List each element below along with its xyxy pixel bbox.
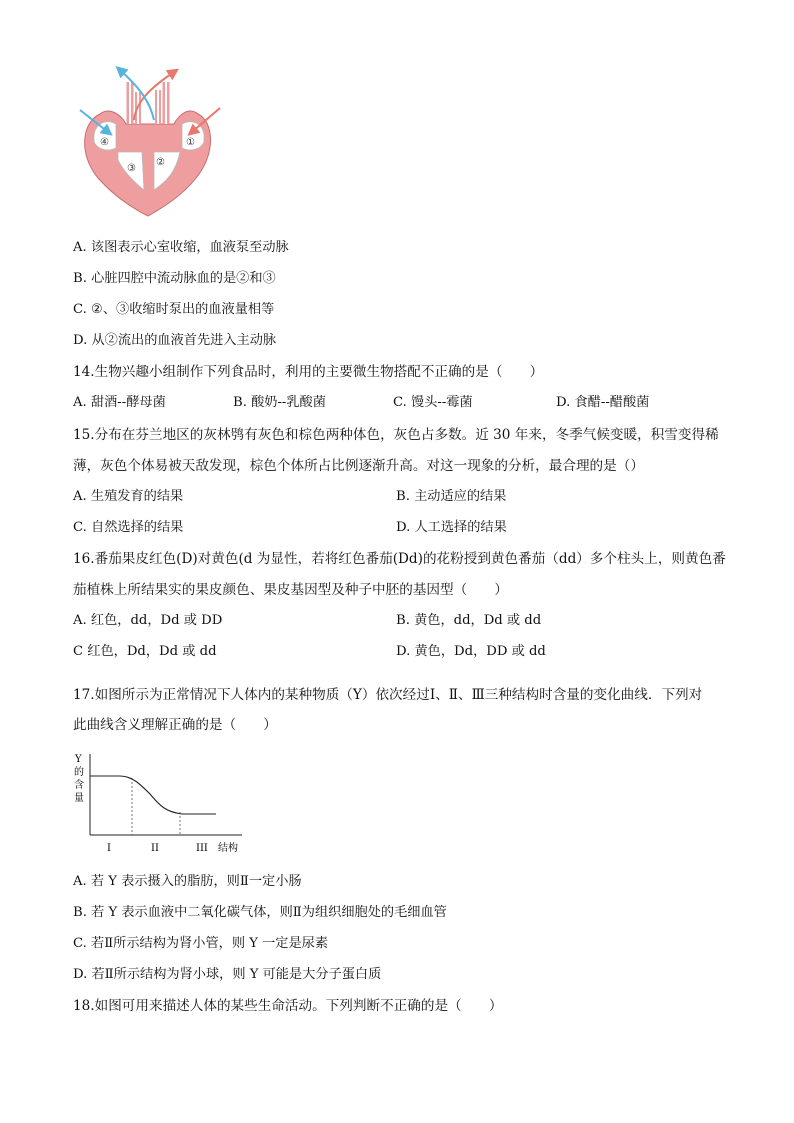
q15-option-b: B. 主动适应的结果: [396, 489, 507, 504]
q13-option-a: A. 该图表示心室收缩，血液泵至动脉: [73, 240, 289, 255]
q16-stem-line-2: 茄植株上所结果实的果皮颜色、果皮基因型及种子中胚的基因型（ ）: [73, 582, 508, 598]
chamber-label-3: ③: [127, 163, 136, 174]
q13-option-b: B. 心脏四腔中流动脉血的是②和③: [73, 271, 276, 286]
q14-option-b: B. 酸奶--乳酸菌: [233, 395, 326, 410]
q18-stem: 18.如图可用来描述人体的某些生命活动。下列判断不正确的是（ ）: [73, 998, 503, 1014]
q17-option-a: A. 若 Y 表示摄入的脂肪，则Ⅱ一定小肠: [73, 874, 302, 889]
chamber-label-1: ①: [186, 137, 195, 148]
q16-option-b: B. 黄色，dd，Dd 或 dd: [396, 613, 542, 628]
q17-option-c: C. 若Ⅱ所示结构为肾小管，则 Y 一定是尿素: [73, 936, 329, 951]
chamber-label-2: ②: [156, 157, 165, 168]
q14-option-a: A. 甜酒--酵母菌: [73, 395, 166, 410]
content-curve: [90, 776, 216, 814]
q16-option-a: A. 红色，dd，Dd 或 DD: [73, 613, 223, 628]
q15-option-a: A. 生殖发育的结果: [73, 489, 184, 504]
q14-option-d: D. 食醋--醋酸菌: [556, 395, 650, 410]
y-axis-label-1: Y: [75, 754, 82, 765]
q14-stem: 14.生物兴趣小组制作下列食品时，利用的主要微生物搭配不正确的是（ ）: [73, 364, 544, 380]
q15-stem-line-1: 15.分布在芬兰地区的灰林鸮有灰色和棕色两种体色，灰色占多数。近 30 年来，冬季气候变暖，积雪变得稀: [73, 427, 719, 443]
y-axis-label-4: 量: [74, 793, 84, 804]
heart-diagram: [70, 62, 230, 222]
x-axis-label: 结构: [218, 843, 238, 854]
q13-option-c: C. ②、③收缩时泵出的血液量相等: [73, 302, 275, 317]
q16-option-d: D. 黄色，Dd，DD 或 dd: [396, 644, 546, 659]
q15-stem-line-2: 薄，灰色个体易被天敌发现，棕色个体所占比例逐渐升高。对这一现象的分析，最合理的是（）: [73, 458, 644, 474]
q17-option-d: D. 若Ⅱ所示结构为肾小球，则 Y 可能是大分子蛋白质: [73, 967, 382, 982]
q17-stem-line-2: 此曲线含义理解正确的是（ ）: [73, 717, 277, 733]
q14-option-c: C. 馒头--霉菌: [393, 395, 473, 410]
q16-stem-line-1: 16.番茄果皮红色(D)对黄色(d 为显性，若将红色番茄(Dd)的花粉授到黄色番茄（dd）多个柱头上，则黄色番: [73, 551, 726, 567]
y-axis-label-3: 含: [74, 780, 84, 791]
x-tick-1: I: [107, 843, 111, 854]
q15-option-c: C. 自然选择的结果: [73, 520, 184, 535]
q17-stem-line-1: 17.如图所示为正常情况下人体内的某种物质（Y）依次经过Ⅰ、Ⅱ、Ⅲ三种结构时含量的变化曲线．下列对: [73, 687, 703, 703]
q16-option-c: C 红色，Dd，Dd 或 dd: [73, 644, 217, 659]
x-tick-3: III: [196, 843, 208, 854]
q13-option-d: D. 从②流出的血液首先进入主动脉: [73, 333, 277, 348]
q17-option-b: B. 若 Y 表示血液中二氧化碳气体，则Ⅱ为组织细胞处的毛细血管: [73, 905, 447, 920]
q17-curve-chart: [70, 748, 250, 860]
q15-option-d: D. 人工选择的结果: [396, 520, 507, 535]
y-axis-label-2: 的: [74, 767, 84, 778]
chamber-label-4: ④: [100, 137, 109, 148]
x-tick-2: II: [151, 843, 159, 854]
